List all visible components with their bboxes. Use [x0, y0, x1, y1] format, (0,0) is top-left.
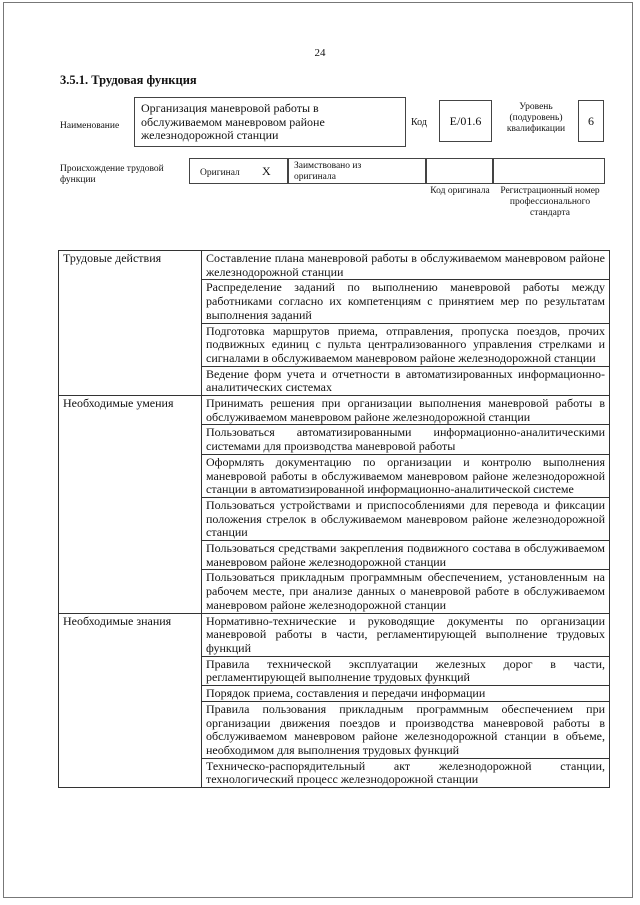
qualification-level-value: 6 — [578, 100, 604, 142]
category-cell — [59, 613, 202, 787]
table-row — [59, 396, 610, 425]
original-mark: X — [262, 164, 271, 178]
list-item: Подготовка маршрутов приема, отправления, пропуска поездов, прочих подвижных единиц с пульта централизованного управления стрелками и сигналами в обслуживаемом маневровом районе железнодорожной станции — [202, 323, 610, 366]
list-item: Пользоваться средствами закрепления подвижного состава в обслуживаемом маневровом районе железнодорожной станции — [202, 541, 610, 570]
code-original-cell — [426, 158, 493, 184]
function-name-value: Организация маневровой работы в обслуживаемом маневровом районе железнодорожной станции — [134, 97, 406, 147]
list-item: Пользоваться устройствами и приспособлениями для перевода и фиксации положения стрелок в обслуживаемом маневровом районе железнодорожной станции — [202, 497, 610, 540]
category-title: Необходимые знания — [63, 613, 172, 628]
category-title: Трудовые действия — [63, 251, 162, 265]
list-item: Порядок приема, составления и передачи информации — [202, 686, 610, 702]
reg-number-cell — [493, 158, 605, 184]
category-title: Необходимые умения — [63, 396, 174, 411]
list-item: Оформлять документацию по организации и контролю выполнения маневровой работы в обслуживаемом маневровом районе железнодорожной станции в автоматизированной информационно-аналитической системе — [202, 454, 610, 497]
table-row — [59, 251, 610, 280]
list-item: Пользоваться прикладным программным обеспечением, установленным на рабочем месте, при анализе данных о маневровой работе в обслуживаемом маневровом районе железнодорожной станции — [202, 570, 610, 613]
list-item: Принимать решения при организации выполнения маневровой работы в обслуживаемом маневровом районе железнодорожной станции — [202, 396, 610, 425]
name-label: Наименование — [60, 121, 120, 131]
list-item: Распределение заданий по выполнению маневровой работы между работниками согласно их компетенциям с принятием мер по результатам выполнения заданий — [202, 280, 610, 323]
borrowed-label: Заимствовано из оригинала — [294, 161, 362, 182]
qualification-level-label: Уровень (подуровень) квалификации — [506, 102, 566, 134]
code-value: E/01.6 — [439, 100, 492, 142]
list-item: Составление плана маневровой работы в обслуживаемом маневровом районе железнодорожной станции — [202, 251, 610, 280]
original-label: Оригинал — [200, 168, 240, 178]
section-title: 3.5.1. Трудовая функция — [60, 73, 197, 87]
list-item: Правила технической эксплуатации железных дорог в части, регламентирующей выполнение трудовых функций — [202, 656, 610, 685]
table-row — [59, 613, 610, 656]
category-cell — [59, 251, 202, 396]
functions-table — [58, 250, 610, 788]
list-item: Пользоваться автоматизированными информационно-аналитическими системами для производства маневровой работы — [202, 425, 610, 454]
list-item: Правила пользования прикладным программным обеспечением при организации движения поездов и производства маневровой работы в обслуживаемом маневровом районе железнодорожной станции в объеме, необходимом для выполнения трудовых функций — [202, 701, 610, 758]
origin-label: Происхождение трудовой функции — [60, 164, 164, 185]
list-item: Ведение форм учета и отчетности в автоматизированных информационно-аналитических системах — [202, 366, 610, 395]
category-cell — [59, 396, 202, 614]
code-label: Код — [411, 117, 427, 128]
page-number: 24 — [314, 47, 326, 59]
list-item: Нормативно-технические и руководящие документы по организации маневровой работы в части, регламентирующей выполнение трудовых функций — [202, 613, 610, 656]
code-original-label: Код оригинала — [430, 186, 490, 196]
reg-number-label: Регистрационный номер профессионального стандарта — [500, 186, 600, 218]
list-item: Техническо-распорядительный акт железнодорожной станции, технологический процесс железнодорожной станции — [202, 758, 610, 787]
